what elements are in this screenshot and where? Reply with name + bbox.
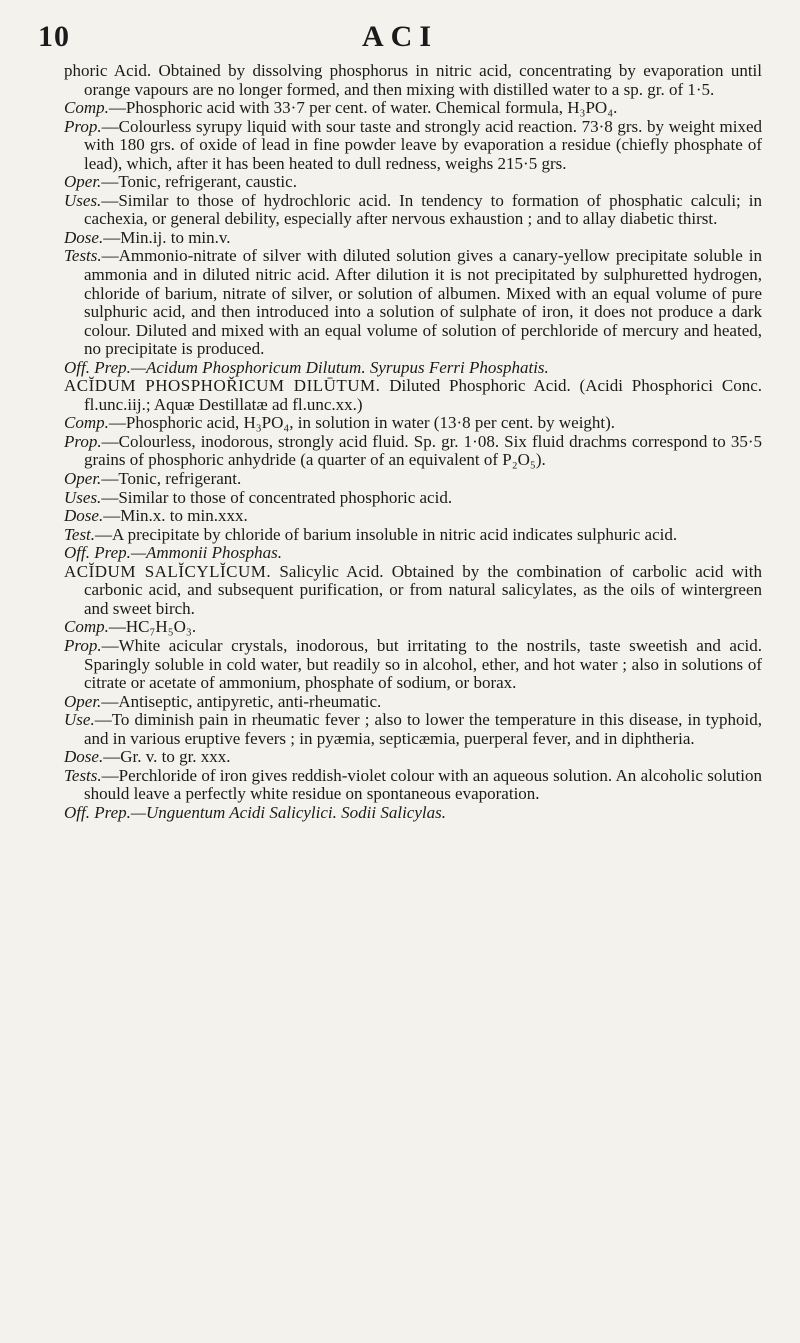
paragraph-text: —White acicular crystals, inodorous, but irritating to the nostrils, taste sweetish and acid. Sparingly soluble in cold water, but readily so in alcohol, ether, and hot water ; also in solutions of citrate or acetate of ammonium, phosphate of sodium, or borax. [84,635,762,693]
text-paragraph [64,247,762,358]
text-paragraph [64,711,762,748]
page-number: 10 [38,20,70,53]
text-paragraph [64,99,762,118]
paragraph-text: —Acidum Phosphoricum Dilutum. Syrupus Ferri Phosphatis. [130,357,549,377]
section-label: Test. [64,524,96,544]
section-label: Prop. [64,635,102,655]
entry-paragraph [64,377,762,414]
paragraph-text: —Similar to those of hydrochloric acid. In tendency to formation of phosphatic calculi; in cachexia, or general debility, especially after nervous exhaustion ; and to allay diabetic thirst. [84,190,762,229]
text-paragraph [64,359,762,378]
section-label: Comp. [64,413,109,433]
paragraph-text: —To diminish pain in rheumatic fever ; also to lower the temperature in this disease, in typhoid, and in various eruptive fevers ; in pyæmia, septicæmia, puerperal fever, and in diphtheria. [84,710,762,748]
paragraph-text: —Phosphoric acid with 33·7 per cent. of water. Chemical formula, H₃PO₄. [108,98,618,118]
section-label: Dose. [64,506,104,526]
paragraph-text: —Tonic, refrigerant. [101,469,242,489]
paragraph-text: —Min.ij. to min.v. [103,227,231,247]
paragraph-text: —A precipitate by chloride of barium insoluble in nitric acid indicates sulphuric acid. [95,524,678,544]
body-text [38,62,762,822]
paragraph-text: —Phosphoric acid, H₃PO₄, in solution in water (13·8 per cent. by weight). [108,413,616,433]
text-paragraph [64,748,762,767]
section-label: Dose. [64,227,104,247]
paragraph-text: —Min.x. to min.xxx. [103,506,248,526]
text-paragraph [64,804,762,823]
text-paragraph [64,470,762,489]
entry-paragraph [64,563,762,619]
section-label: Off. Prep. [64,543,131,563]
paragraph-text: —Tonic, refrigerant, caustic. [101,172,297,192]
text-paragraph [64,173,762,192]
section-label: Comp. [64,98,109,118]
text-paragraph [64,507,762,526]
text-paragraph [64,229,762,248]
section-label: Tests. [64,765,102,785]
text-paragraph [64,192,762,229]
section-label: Off. Prep. [64,802,131,822]
text-paragraph [64,693,762,712]
paragraph-text: —Ammonii Phosphas. [130,543,283,563]
paragraph-text: Diluted Phosphoric Acid. (Acidi Phosphorici Conc. fl.unc.iij.; Aquæ Destillatæ ad fl.unc.xx.) [84,376,762,414]
section-label: Oper. [64,469,102,489]
paragraph-text: —Colourless syrupy liquid with sour taste and strongly acid reaction. 73·8 grs. by weight mixed with 180 grs. of oxide of lead in fine powder leave by evaporation a residue (chiefly phosphate of lead), which, after it has been heated to dull redness, weighs 215·5 grs. [84,116,762,173]
page-header [38,20,762,54]
paragraph-text: —Antiseptic, antipyretic, anti-rheumatic. [101,691,382,711]
section-label: Dose. [64,747,104,767]
paragraph-text: —Unguentum Acidi Salicylici. Sodii Salicylas. [130,802,446,822]
section-label: Uses. [64,487,102,507]
text-paragraph [64,414,762,433]
section-label: Prop. [64,116,102,136]
paragraph-text: —Gr. v. to gr. xxx. [103,747,231,767]
paragraph-text: —HC₇H₅O₃. [108,617,197,637]
text-paragraph [64,526,762,545]
section-label: Uses. [64,190,102,210]
text-paragraph [64,637,762,693]
text-paragraph [64,433,762,470]
paragraph-text: Salicylic Acid. Obtained by the combination of carbolic acid with carbonic acid, and subsequent purification, or from natural salicylates, as the oils of wintergreen and sweet birch. [84,561,762,618]
entry-heading: ACĬDUM PHOSPHOŘICUM DILŪTUM. [64,376,381,396]
section-label: Oper. [64,691,102,711]
entry-heading: ACĬDUM SALĬCYLĬCUM. [64,561,272,581]
section-label: Comp. [64,617,109,637]
section-label: Off. Prep. [64,357,131,377]
text-paragraph [64,118,762,174]
text-paragraph [64,544,762,563]
paragraph-text: —Colourless, inodorous, strongly acid fluid. Sp. gr. 1·08. Six fluid drachms correspond to 35·5 grains of phosphoric anhydride (a quarter of an equivalent of P₂O₅). [84,431,762,470]
section-label: Use. [64,710,95,730]
paragraph-text: —Similar to those of concentrated phosphoric acid. [101,487,453,507]
text-paragraph [64,618,762,637]
paragraph-text: —Ammonio-nitrate of silver with diluted solution gives a canary-yellow precipitate soluble in ammonia and in diluted nitric acid. After dilution it is not precipitated by sulphuretted hydrogen, chloride of barium, nitrate of silver, or solution of albumen. Mixed with an equal volume of pure sulphuric acid, and then introduced into a solution of sulphate of iron, it does not produce a dark colour. Diluted and mixed with an equal volume of solution of perchloride of mercury and heated, no precipitate is produced. [84,246,762,359]
text-paragraph [64,489,762,508]
paragraph-text: phoric Acid. Obtained by dissolving phosphorus in nitric acid, concentrating by evaporation until orange vapours are no longer formed, and then mixing with distilled water to a sp. gr. of 1·5. [64,61,762,99]
running-head: ACI [361,20,438,53]
text-paragraph [64,62,762,99]
text-paragraph [64,767,762,804]
paragraph-text: —Perchloride of iron gives reddish-violet colour with an aqueous solution. An alcoholic solution should leave a perfectly white residue on spontaneous evaporation. [84,765,762,804]
section-label: Prop. [64,431,102,451]
section-label: Oper. [64,172,102,192]
section-label: Tests. [64,246,102,266]
